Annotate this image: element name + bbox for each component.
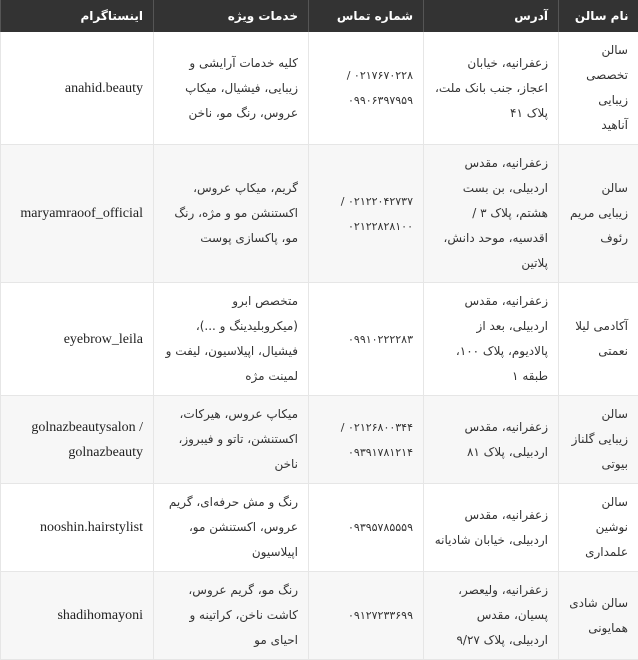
services-cell: رنگ و مش حرفه‌ای، گریم عروس، اکستنشن مو، اپیلاسیون (154, 484, 309, 572)
instagram-cell: anahid.beauty (1, 32, 154, 145)
instagram-cell: shadihomayoni (1, 572, 154, 660)
header-salon-name: نام سالن (559, 0, 638, 32)
table-row (1, 283, 638, 396)
table-header-row (1, 0, 638, 32)
salon-name-cell: سالن زیبایی گلناز بیوتی (559, 396, 638, 484)
table-row (1, 572, 638, 660)
salon-name-cell: سالن شادی همایونی (559, 572, 638, 660)
phone-cell: ۰۲۱۷۶۷۰۲۲۸ / ۰۹۹۰۶۳۹۷۹۵۹ (309, 32, 424, 145)
instagram-cell: golnazbeautysalon / golnazbeauty (1, 396, 154, 484)
header-services: خدمات ویژه (154, 0, 309, 32)
table-row (1, 484, 638, 572)
phone-cell: ۰۲۱۲۲۰۴۲۷۳۷ / ۰۲۱۲۲۸۲۸۱۰۰ (309, 145, 424, 283)
phone-cell: ۰۲۱۲۶۸۰۰۳۴۴ / ۰۹۳۹۱۷۸۱۲۱۴ (309, 396, 424, 484)
address-cell: زعفرانیه، مقدس اردبیلی، پلاک ۸۱ (424, 396, 559, 484)
phone-cell: ۰۹۱۲۷۲۳۳۶۹۹ (309, 572, 424, 660)
address-cell: زعفرانیه، خیابان اعجاز، جنب بانک ملت، پلاک ۴۱ (424, 32, 559, 145)
instagram-cell: maryamraoof_official (1, 145, 154, 283)
services-cell: متخصص ابرو (میکروبلیدینگ و ...)، فیشیال، اپیلاسیون، لیفت و لمینت مژه (154, 283, 309, 396)
instagram-cell: eyebrow_leila (1, 283, 154, 396)
table-row (1, 145, 638, 283)
header-phone: شماره تماس (309, 0, 424, 32)
phone-cell: ۰۹۹۱۰۲۲۲۲۸۳ (309, 283, 424, 396)
address-cell: زعفرانیه، مقدس اردبیلی، بن بست هشتم، پلاک ۳ / اقدسیه، موحد دانش، پلاتین (424, 145, 559, 283)
table-row (1, 396, 638, 484)
header-instagram: اینستاگرام (1, 0, 154, 32)
header-address: آدرس (424, 0, 559, 32)
services-cell: رنگ مو، گریم عروس، کاشت ناخن، کراتینه و احیای مو (154, 572, 309, 660)
salon-name-cell: آکادمی لیلا نعمتی (559, 283, 638, 396)
table-row (1, 32, 638, 145)
phone-cell: ۰۹۳۹۵۷۸۵۵۵۹ (309, 484, 424, 572)
services-cell: میکاپ عروس، هیرکات، اکستنشن، تاتو و فیبروز، ناخن (154, 396, 309, 484)
services-cell: کلیه خدمات آرایشی و زیبایی، فیشیال، میکاپ عروس، رنگ مو، ناخن (154, 32, 309, 145)
salon-name-cell: سالن نوشین علمداری (559, 484, 638, 572)
salon-name-cell: سالن زیبایی مریم رئوف (559, 145, 638, 283)
address-cell: زعفرانیه، ولیعصر، پسیان، مقدس اردبیلی، پلاک ۹/۲۷ (424, 572, 559, 660)
address-cell: زعفرانیه، مقدس اردبیلی، خیابان شادیانه (424, 484, 559, 572)
services-cell: گریم، میکاپ عروس، اکستنشن مو و مژه، رنگ مو، پاکسازی پوست (154, 145, 309, 283)
salon-name-cell: سالن تخصصی زیبایی آناهید (559, 32, 638, 145)
address-cell: زعفرانیه، مقدس اردبیلی، بعد از پالادیوم، پلاک ۱۰۰، طبقه ۱ (424, 283, 559, 396)
instagram-cell: nooshin.hairstylist (1, 484, 154, 572)
